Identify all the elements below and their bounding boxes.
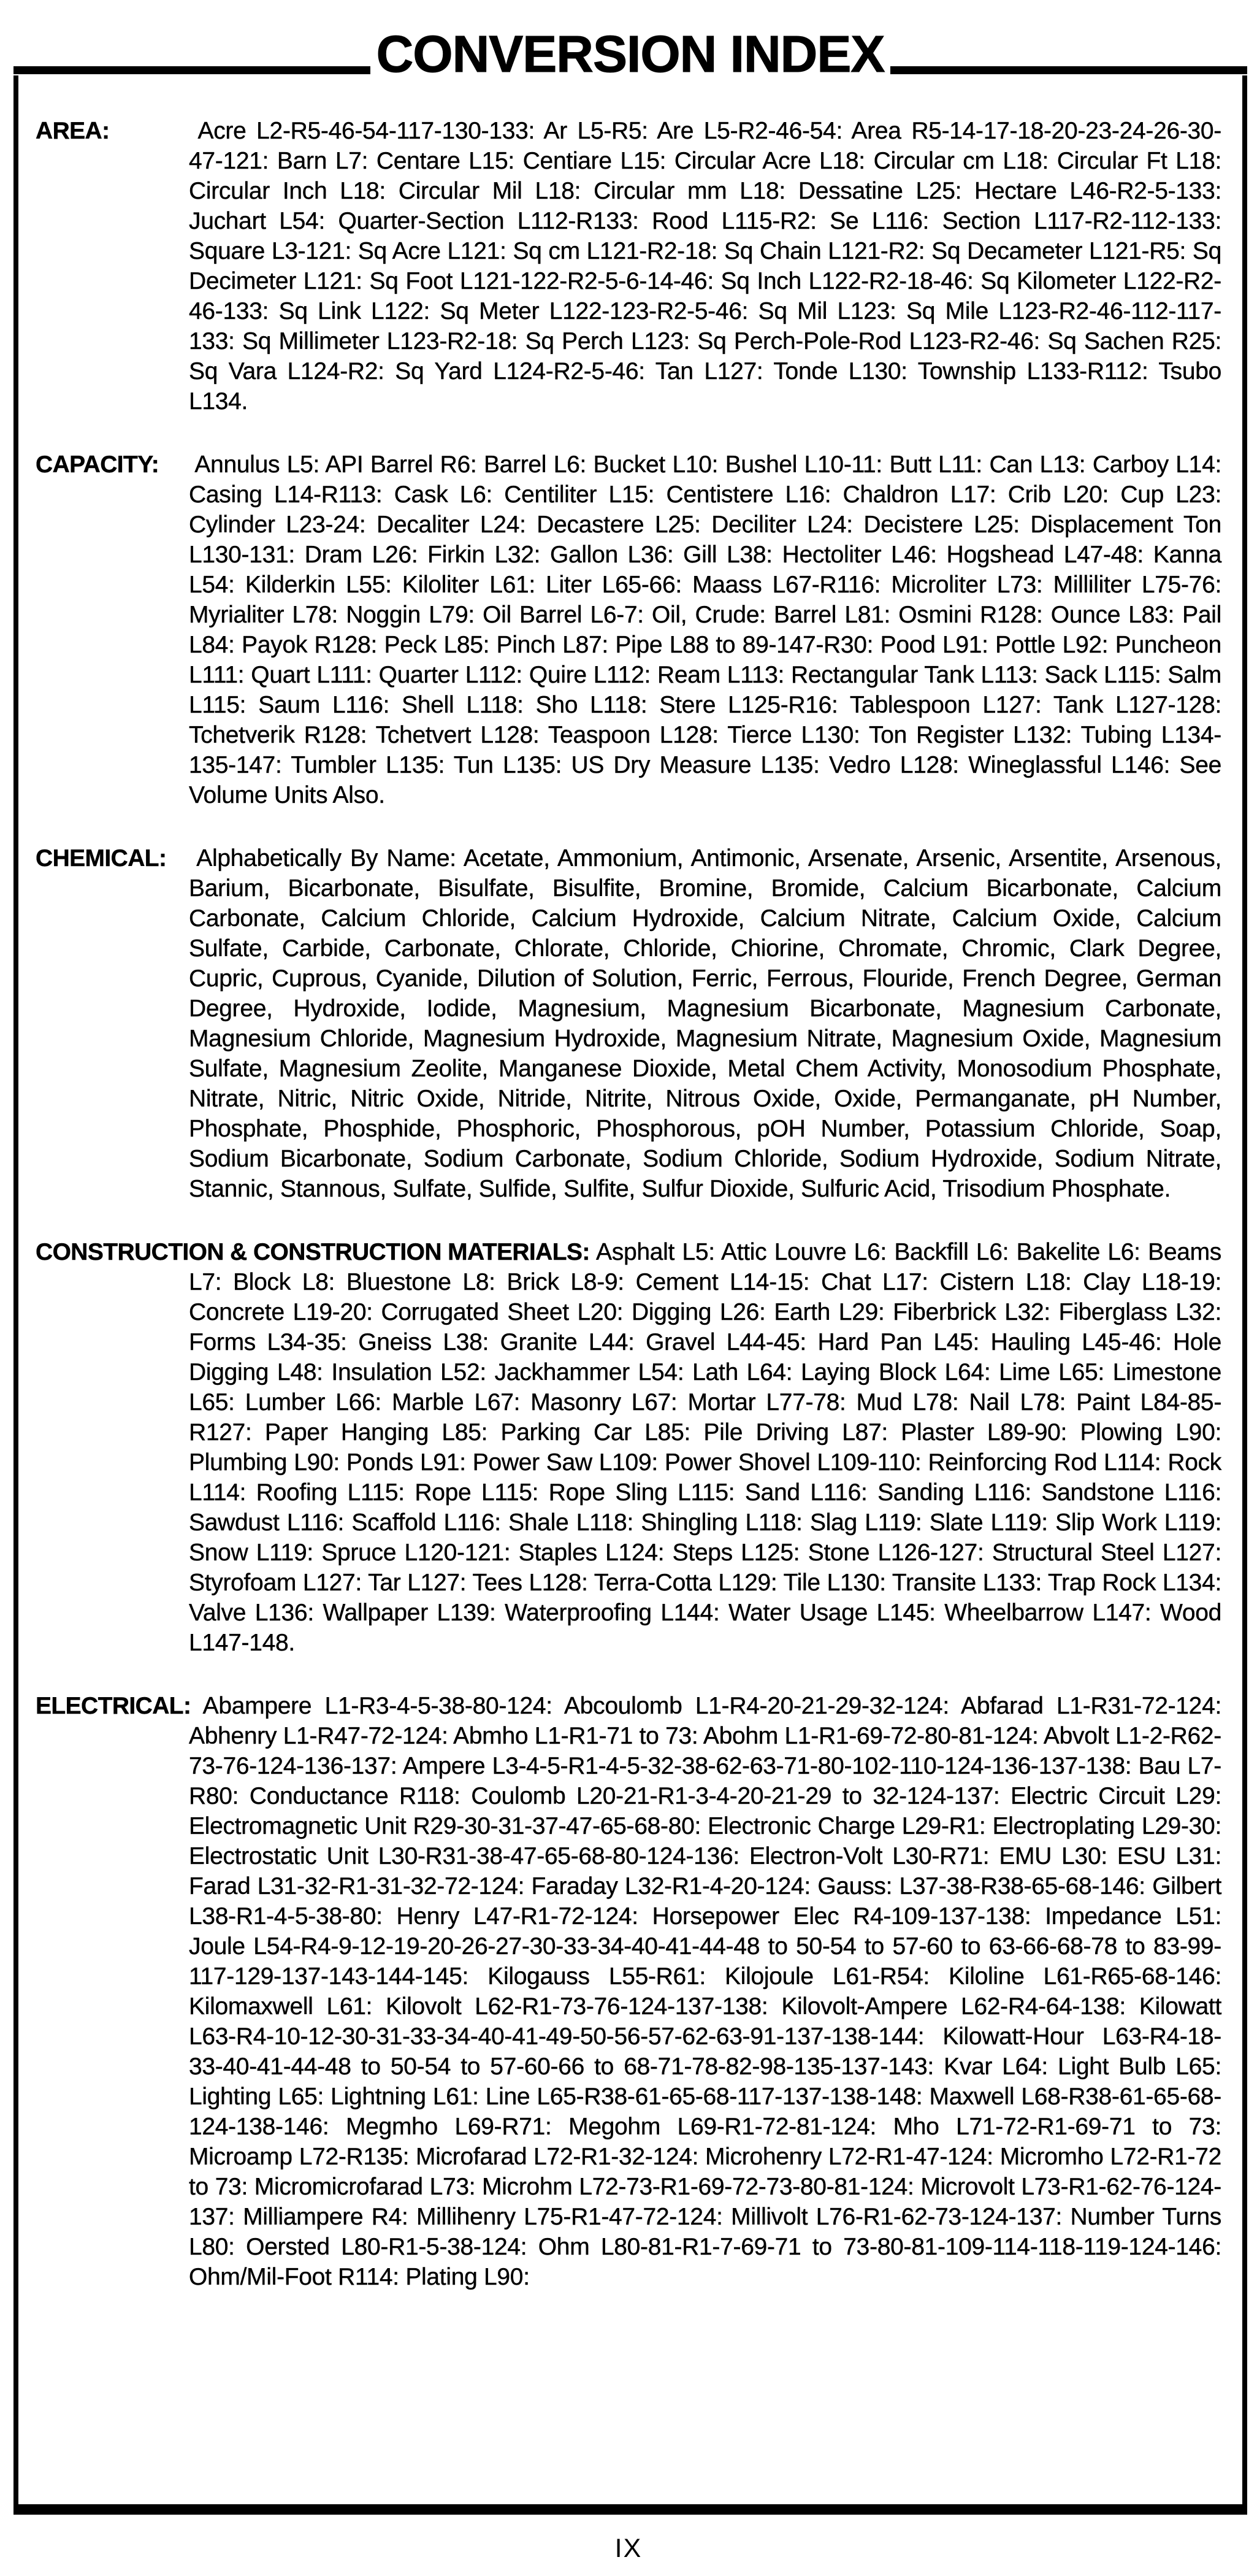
section-text-chemical: Alphabetically By Name: Acetate, Ammonium, Antimonic, Arsenate, Arsenic, Arsentite, Arsenous, Barium, Bicarbonate, Bisulfate, Bisulfite, Bromine, Bromide, Calcium Bicarbonate, Calcium Carbonate, Calcium Chloride, Calcium Hydroxide, Calcium Nitrate, Calcium Oxide, Calcium Sulfate, Carbide, Carbonate, Chlorate, Chloride, Chiorine, Chromate, Chromic, Clark Degree, Cupric, Cuprous, Cyanide, Dilution of Solution, Ferric, Ferrous, Flouride, French Degree, German Degree, Hydroxide, Iodide, Magnesium, Magnesium Bicarbonate, Magnesium Carbonate, Magnesium Chloride, Magnesium Hydroxide, Magnesium Nitrate, Magnesium Oxide, Magnesium Sulfate, Magnesium Zeolite, Manganese Dioxide, Metal Chem Activity, Monosodium Phosphate, Nitrate, Nitric, Nitric Oxide, Nitride, Nitrite, Nitrous Oxide, Oxide, Permanganate, pH Number, Phosphate, Phosphide, Phosphoric, Phosphorous, pOH Number, Potassium Chloride, Soap, Sodium Bicarbonate, Sodium Carbonate, Sodium Chloride, Sodium Hydroxide, Sodium Nitrate, Stannic, Stannous, Sulfate, Sulfide, Sulfite, Sulfur Dioxide, Sulfuric Acid, Trisodium Phosphate. [189, 845, 1222, 1202]
page-title: CONVERSION INDEX [376, 25, 885, 83]
section-label-chemical: CHEMICAL: [36, 845, 167, 872]
index-box [13, 75, 1247, 2515]
section-chemical [36, 843, 1221, 1204]
page-number: IX [614, 2534, 643, 2563]
title-row [13, 25, 1247, 83]
section-label-area: AREA: [36, 118, 110, 144]
section-text-construction: Asphalt L5: Attic Louvre L6: Backfill L6: Bakelite L6: Beams L7: Block L8: Bluestone L8: Brick L8-9: Cement L14-15: Chat L17: Cistern L18: Clay L18-19: Concrete L19-20: Corrugated Sheet L20: Digging L26: Earth L29: Fiberbrick L32: Fiberglass L32: Forms L34-35: Gneiss L38: Granite L44: Gravel L44-45: Hard Pan L45: Hauling L45-46: Hole Digging L48: Insulation L52: Jackhammer L54: Lath L64: Laying Block L64: Lime L65: Limestone L65: Lumber L66: Marble L67: Masonry L67: Mortar L77-78: Mud L78: Nail L78: Paint L84-85-R127: Paper Hanging L85: Parking Car L85: Pile Driving L87: Plaster L89-90: Plowing L90: Plumbing L90: Ponds L91: Power Saw L109: Power Shovel L109-110: Reinforcing Rod L114: Rock L114: Roofing L115: Rope L115: Rope Sling L115: Sand L116: Sanding L116: Sandstone L116: Sawdust L116: Scaffold L116: Shale L118: Shingling L118: Slag L119: Slate L119: Slip Work L119: Snow L119: Spruce L120-121: Staples L124: Steps L125: Stone L126-127: Structural Steel L127: Styrofoam L127: Tar L127: Tees L128: Terra-Cotta L129: Tile L130: Transite L133: Trap Rock L134: Valve L136: Wallpaper L139: Waterproofing L144: Water Usage L145: Wheelbarrow L147: Wood L147-148. [189, 1239, 1221, 1656]
section-label-electrical: ELECTRICAL: [36, 1693, 191, 1719]
section-label-construction: CONSTRUCTION & CONSTRUCTION MATERIALS: [36, 1239, 590, 1265]
section-label-capacity: CAPACITY: [36, 451, 159, 478]
section-area [36, 116, 1221, 416]
section-text-area: Acre L2-R5-46-54-117-130-133: Ar L5-R5: Are L5-R2-46-54: Area R5-14-17-18-20-23-24-26-30-47-121: Barn L7: Centare L15: Centiare L15: Circular Acre L18: Circular cm L18: Circular Ft L18: Circular Inch L18: Circular Mil L18: Circular mm L18: Dessatine L25: Hectare L46-R2-5-133: Juchart L54: Quarter-Section L112-R133: Rood L115-R2: Se L116: Section L117-R2-112-133: Square L3-121: Sq Acre L121: Sq cm L121-R2-18: Sq Chain L121-R2: Sq Decameter L121-R5: Sq Decimeter L121: Sq Foot L121-122-R2-5-6-14-46: Sq Inch L122-R2-18-46: Sq Kilometer L122-R2-46-133: Sq Link L122: Sq Meter L122-123-R2-5-46: Sq Mil L123: Sq Mile L123-R2-46-112-117-133: Sq Millimeter L123-R2-18: Sq Perch L123: Sq Perch-Pole-Rod L123-R2-46: Sq Sachen R25: Sq Vara L124-R2: Sq Yard L124-R2-5-46: Tan L127: Tonde L130: Township L133-R112: Tsubo L134. [189, 118, 1221, 415]
section-construction [36, 1237, 1221, 1658]
section-text-capacity: Annulus L5: API Barrel R6: Barrel L6: Bucket L10: Bushel L10-11: Butt L11: Can L13: Carboy L14: Casing L14-R113: Cask L6: Centiliter L15: Centistere L16: Chaldron L17: Crib L20: Cup L23: Cylinder L23-24: Decaliter L24: Decastere L25: Deciliter L24: Decistere L25: Displacement Ton L130-131: Dram L26: Firkin L32: Gallon L36: Gill L38: Hectoliter L46: Hogshead L47-48: Kanna L54: Kilderkin L55: Kiloliter L61: Liter L65-66: Maass L67-R116: Microliter L73: Milliliter L75-76: Myrialiter L78: Noggin L79: Oil Barrel L6-7: Oil, Crude: Barrel L81: Osmini R128: Ounce L83: Pail L84: Payok R128: Peck L85: Pinch L87: Pipe L88 to 89-147-R30: Pood L91: Pottle L92: Puncheon L111: Quart L111: Quarter L112: Quire L112: Ream L113: Rectangular Tank L113: Sack L115: Salm L115: Saum L116: Shell L118: Sho L118: Stere L125-R16: Tablespoon L127: Tank L127-128: Tchetverik R128: Tchetvert L128: Teaspoon L128: Tierce L130: Ton Register L132: Tubing L134-135-147: Tumbler L135: Tun L135: US Dry Measure L135: Vedro L128: Wineglassful L146: See Volume Units Also. [189, 451, 1221, 808]
section-capacity [36, 450, 1221, 810]
section-text-electrical: Abampere L1-R3-4-5-38-80-124: Abcoulomb L1-R4-20-21-29-32-124: Abfarad L1-R31-72-124: Abhenry L1-R47-72-124: Abmho L1-R1-71 to 73: Abohm L1-R1-69-72-80-81-124: Abvolt L1-2-R62-73-76-124-136-137: Ampere L3-4-5-R1-4-5-32-38-62-63-71-80-102-110-124-136-137-138: Bau L7-R80: Conductance R118: Coulomb L20-21-R1-3-4-20-21-29 to 32-124-137: Electric Circuit L29: Electromagnetic Unit R29-30-31-37-47-65-68-80: Electronic Charge L29-R1: Electroplating L29-30: Electrostatic Unit L30-R31-38-47-65-68-80-124-136: Electron-Volt L30-R71: EMU L30: ESU L31: Farad L31-32-R1-31-32-72-124: Faraday L32-R1-4-20-124: Gauss: L37-38-R38-65-68-146: Gilbert L38-R1-4-5-38-80: Henry L47-R1-72-124: Horsepower Elec R4-109-137-138: Impedance L51: Joule L54-R4-9-12-19-20-26-27-30-33-34-40-41-44-48 to 50-54 to 57-60 to 63-66-68-78 to 83-99-117-129-137-143-144-145: Kilogauss L55-R61: Kilojoule L61-R54: Kiloline L61-R65-68-146: Kilomaxwell L61: Kilovolt L62-R1-73-76-124-137-138: Kilovolt-Ampere L62-R4-64-138: Kilowatt L63-R4-10-12-30-31-33-34-40-41-49-50-56-57-62-63-91-137-138-144: Kilowatt-Hour L63-R4-18-33-40-41-44-48 to 50-54 to 57-60-66 to 68-71-78-82-98-135-137-143: Kvar L64: Light Bulb L65: Lighting L65: Lightning L61: Line L65-R38-61-65-68-117-137-138-148: Maxwell L68-R38-61-65-68-124-138-146: Megmho L69-R71: Megohm L69-R1-72-81-124: Mho L71-72-R1-69-71 to 73: Microamp L72-R135: Microfarad L72-R1-32-124: Microhenry L72-R1-47-124: Micromho L72-R1-72 to 73: Micromicrofarad L73: Microhm L72-73-R1-69-72-73-80-81-124: Microvolt L73-R1-62-76-124-137: Milliampere R4: Millihenry L75-R1-47-72-124: Millivolt L76-R1-62-73-124-137: Number Turns L80: Oersted L80-R1-5-38-124: Ohm L80-81-R1-7-69-71 to 73-80-81-109-114-118-119-124-146: Ohm/Mil-Foot R114: Plating L90: [189, 1693, 1221, 2290]
section-electrical [36, 1691, 1221, 2292]
title-rule-right [890, 66, 1247, 74]
title-rule-left [13, 66, 370, 74]
